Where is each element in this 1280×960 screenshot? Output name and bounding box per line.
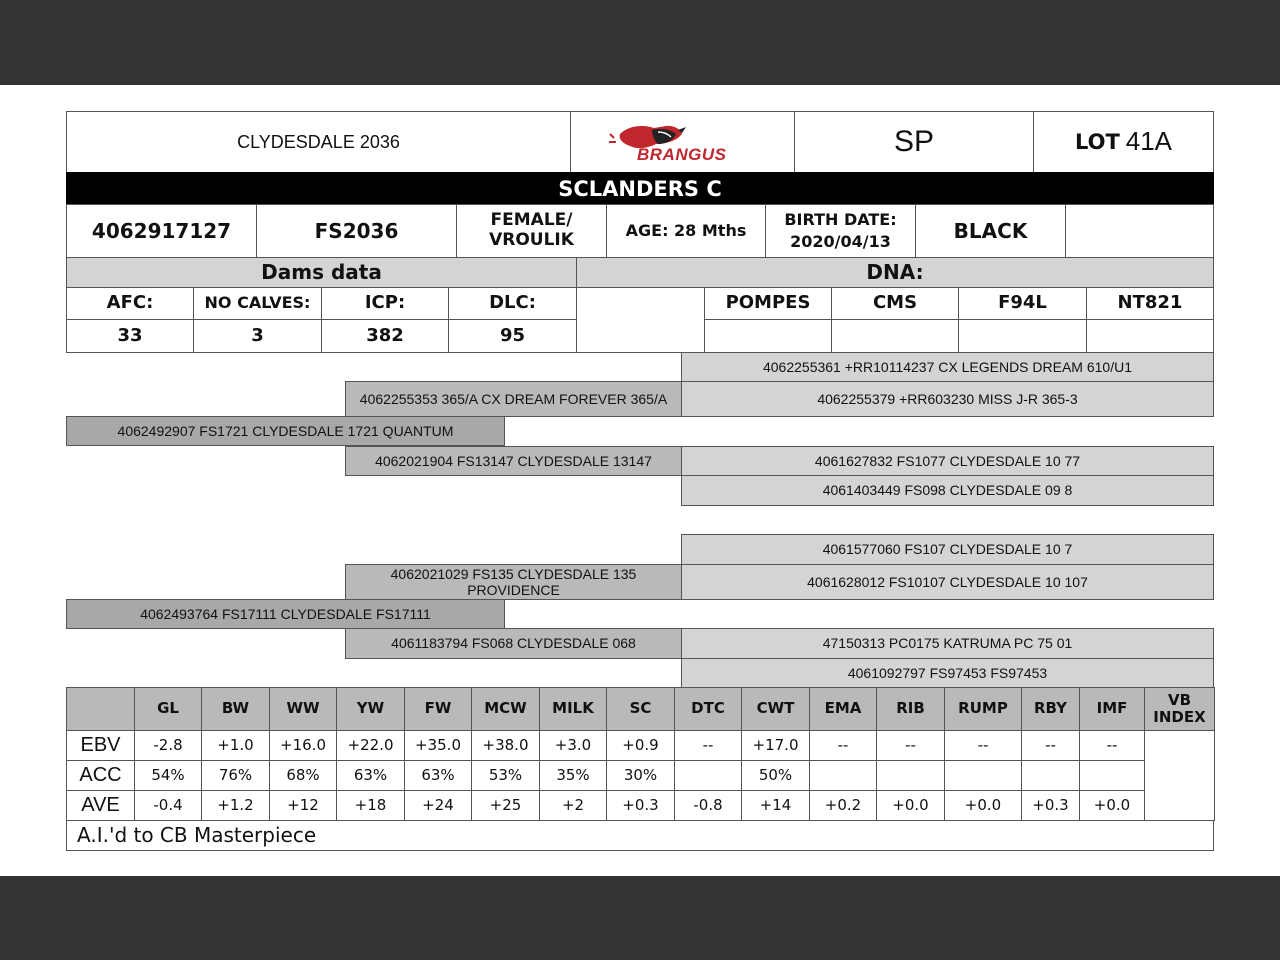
afc-label: AFC: bbox=[66, 287, 194, 320]
ebv-value-acc-fw: 63% bbox=[404, 760, 472, 791]
sire-banner bbox=[66, 172, 1214, 205]
ebv-header-vb-index bbox=[1144, 687, 1215, 731]
brangus-logo bbox=[570, 111, 795, 173]
ebv-value-acc-rump bbox=[944, 760, 1022, 791]
birth-date bbox=[765, 204, 916, 258]
calves-label: NO CALVES: bbox=[193, 287, 322, 320]
icp-label: ICP: bbox=[321, 287, 449, 320]
bottom-dark-band bbox=[0, 876, 1280, 960]
pedigree-sire-sire-sire: 4062255361 +RR10114237 CX LEGENDS DREAM 610/U1 bbox=[681, 352, 1214, 382]
ebv-value-ave-milk: +2 bbox=[539, 790, 607, 821]
dna-test-pompes: POMPES bbox=[704, 287, 832, 320]
ebv-row-label-ebv: EBV bbox=[66, 730, 135, 761]
ebv-value-acc-milk: 35% bbox=[539, 760, 607, 791]
dams-data-heading: Dams data bbox=[66, 257, 577, 288]
lot-number: 41A bbox=[1125, 126, 1173, 157]
pedigree-sire-dam-dam: 4061403449 FS098 CLYDESDALE 09 8 bbox=[681, 475, 1214, 506]
pedigree-sire-sire-dam: 4062255379 +RR603230 MISS J-R 365-3 bbox=[681, 381, 1214, 417]
sex bbox=[456, 204, 607, 258]
ebv-value-ebv-rump: -- bbox=[944, 730, 1022, 761]
birth-label: BIRTH DATE: bbox=[784, 210, 897, 230]
ebv-value-acc-ema bbox=[809, 760, 877, 791]
lot-label: LOT bbox=[1074, 129, 1120, 154]
ebv-value-acc-sc: 30% bbox=[606, 760, 675, 791]
dna-result-pompes bbox=[704, 319, 832, 353]
dna-result-nt821 bbox=[1086, 319, 1214, 353]
ebv-value-acc-rib bbox=[876, 760, 945, 791]
ebv-value-ebv-ww: +16.0 bbox=[269, 730, 337, 761]
pedigree-dam-dam-sire: 47150313 PC0175 KATRUMA PC 75 01 bbox=[681, 628, 1214, 659]
ebv-value-ebv-milk: +3.0 bbox=[539, 730, 607, 761]
ai-note: A.I.'d to CB Masterpiece bbox=[66, 820, 1214, 851]
ebv-value-ebv-imf: -- bbox=[1079, 730, 1145, 761]
calves-value: 3 bbox=[193, 319, 322, 353]
ebv-value-ebv-bw: +1.0 bbox=[201, 730, 270, 761]
ebv-header-milk: MILK bbox=[539, 687, 607, 731]
ebv-value-ebv-gl: -2.8 bbox=[134, 730, 202, 761]
pedigree-dam-dam: 4061183794 FS068 CLYDESDALE 068 bbox=[345, 628, 682, 659]
ebv-value-ave-rby: +0.3 bbox=[1021, 790, 1080, 821]
ebv-value-acc-dtc bbox=[674, 760, 742, 791]
ebv-value-ebv-mcw: +38.0 bbox=[471, 730, 540, 761]
ebv-header-yw: YW bbox=[336, 687, 405, 731]
ebv-value-ave-ema: +0.2 bbox=[809, 790, 877, 821]
brand-wordmark: BRANGUS bbox=[637, 145, 727, 164]
pedigree-sire-dam: 4062021904 FS13147 CLYDESDALE 13147 bbox=[345, 446, 682, 476]
ebv-value-ebv-cwt: +17.0 bbox=[741, 730, 810, 761]
ebv-value-ebv-sc: +0.9 bbox=[606, 730, 675, 761]
ebv-header-cwt: CWT bbox=[741, 687, 810, 731]
ebv-value-ave-sc: +0.3 bbox=[606, 790, 675, 821]
ebv-header-mcw: MCW bbox=[471, 687, 540, 731]
pedigree-dam-sire: 4062021029 FS135 CLYDESDALE 135 PROVIDENCE bbox=[345, 564, 682, 600]
ebv-value-ave-dtc: -0.8 bbox=[674, 790, 742, 821]
ebv-value-acc-yw: 63% bbox=[336, 760, 405, 791]
vb-index-line1: VB bbox=[1167, 690, 1192, 709]
ebv-value-ave-cwt: +14 bbox=[741, 790, 810, 821]
ebv-value-ebv-ema: -- bbox=[809, 730, 877, 761]
ebv-value-ave-bw: +1.2 bbox=[201, 790, 270, 821]
ebv-value-acc-cwt: 50% bbox=[741, 760, 810, 791]
pedigree-dam-sire-sire: 4061577060 FS107 CLYDESDALE 10 7 bbox=[681, 534, 1214, 565]
ebv-value-ave-imf: +0.0 bbox=[1079, 790, 1145, 821]
lot-box bbox=[1033, 111, 1214, 173]
dna-result-f94l bbox=[958, 319, 1087, 353]
icp-value: 382 bbox=[321, 319, 449, 353]
dlc-value: 95 bbox=[448, 319, 577, 353]
pedigree-sire: 4062492907 FS1721 CLYDESDALE 1721 QUANTUM bbox=[66, 416, 505, 446]
ebv-header-dtc: DTC bbox=[674, 687, 742, 731]
info-extra bbox=[1065, 204, 1214, 258]
ebv-header-ww: WW bbox=[269, 687, 337, 731]
vb-index-line2: INDEX bbox=[1153, 708, 1206, 726]
dna-heading: DNA: bbox=[576, 257, 1214, 288]
ebv-value-ebv-yw: +22.0 bbox=[336, 730, 405, 761]
ebv-header-corner bbox=[66, 687, 135, 731]
ebv-value-ave-mcw: +25 bbox=[471, 790, 540, 821]
dna-test-nt821: NT821 bbox=[1086, 287, 1214, 320]
ebv-value-ave-gl: -0.4 bbox=[134, 790, 202, 821]
top-dark-band bbox=[0, 0, 1280, 85]
ebv-header-sc: SC bbox=[606, 687, 675, 731]
ebv-value-ebv-rby: -- bbox=[1021, 730, 1080, 761]
pedigree-dam-sire-dam: 4061628012 FS10107 CLYDESDALE 10 107 bbox=[681, 564, 1214, 600]
animal-id: 4062917127 bbox=[66, 204, 257, 258]
sp-code: SP bbox=[794, 111, 1034, 173]
ebv-value-ave-rump: +0.0 bbox=[944, 790, 1022, 821]
colour: BLACK bbox=[915, 204, 1066, 258]
pedigree-sire-sire: 4062255353 365/A CX DREAM FOREVER 365/A bbox=[345, 381, 682, 417]
herd-code: FS2036 bbox=[256, 204, 457, 258]
ebv-value-acc-ww: 68% bbox=[269, 760, 337, 791]
pedigree-dam-dam-dam: 4061092797 FS97453 FS97453 bbox=[681, 658, 1214, 688]
afc-value: 33 bbox=[66, 319, 194, 353]
ebv-value-ebv-rib: -- bbox=[876, 730, 945, 761]
ebv-header-gl: GL bbox=[134, 687, 202, 731]
ebv-value-acc-gl: 54% bbox=[134, 760, 202, 791]
ebv-header-ema: EMA bbox=[809, 687, 877, 731]
ebv-header-rby: RBY bbox=[1021, 687, 1080, 731]
ebv-header-rump: RUMP bbox=[944, 687, 1022, 731]
ebv-value-acc-rby bbox=[1021, 760, 1080, 791]
sire-banner-text: SCLANDERS C bbox=[558, 176, 722, 201]
ebv-value-acc-bw: 76% bbox=[201, 760, 270, 791]
birth-value: 2020/04/13 bbox=[790, 231, 891, 251]
ebv-header-imf: IMF bbox=[1079, 687, 1145, 731]
pedigree-dam: 4062493764 FS17111 CLYDESDALE FS17111 bbox=[66, 599, 505, 629]
ebv-header-fw: FW bbox=[404, 687, 472, 731]
dna-test-f94l: F94L bbox=[958, 287, 1087, 320]
ebv-vb-index-value bbox=[1144, 730, 1215, 821]
ebv-value-ebv-dtc: -- bbox=[674, 730, 742, 761]
ebv-value-ave-fw: +24 bbox=[404, 790, 472, 821]
ebv-value-ave-yw: +18 bbox=[336, 790, 405, 821]
age: AGE: 28 Mths bbox=[606, 204, 766, 258]
ebv-value-ave-rib: +0.0 bbox=[876, 790, 945, 821]
sex-line1: FEMALE/ bbox=[490, 210, 573, 231]
dna-blank bbox=[576, 287, 705, 353]
dna-test-cms: CMS bbox=[831, 287, 959, 320]
ebv-row-label-ave: AVE bbox=[66, 790, 135, 821]
animal-name: CLYDESDALE 2036 bbox=[66, 111, 571, 173]
ebv-header-rib: RIB bbox=[876, 687, 945, 731]
dlc-label: DLC: bbox=[448, 287, 577, 320]
ebv-value-acc-mcw: 53% bbox=[471, 760, 540, 791]
pedigree-sire-dam-sire: 4061627832 FS1077 CLYDESDALE 10 77 bbox=[681, 446, 1214, 476]
sex-line2: VROULIK bbox=[489, 230, 574, 250]
ebv-value-ebv-fw: +35.0 bbox=[404, 730, 472, 761]
dna-result-cms bbox=[831, 319, 959, 353]
ebv-value-acc-imf bbox=[1079, 760, 1145, 791]
ebv-row-label-acc: ACC bbox=[66, 760, 135, 791]
ebv-value-ave-ww: +12 bbox=[269, 790, 337, 821]
ebv-header-bw: BW bbox=[201, 687, 270, 731]
